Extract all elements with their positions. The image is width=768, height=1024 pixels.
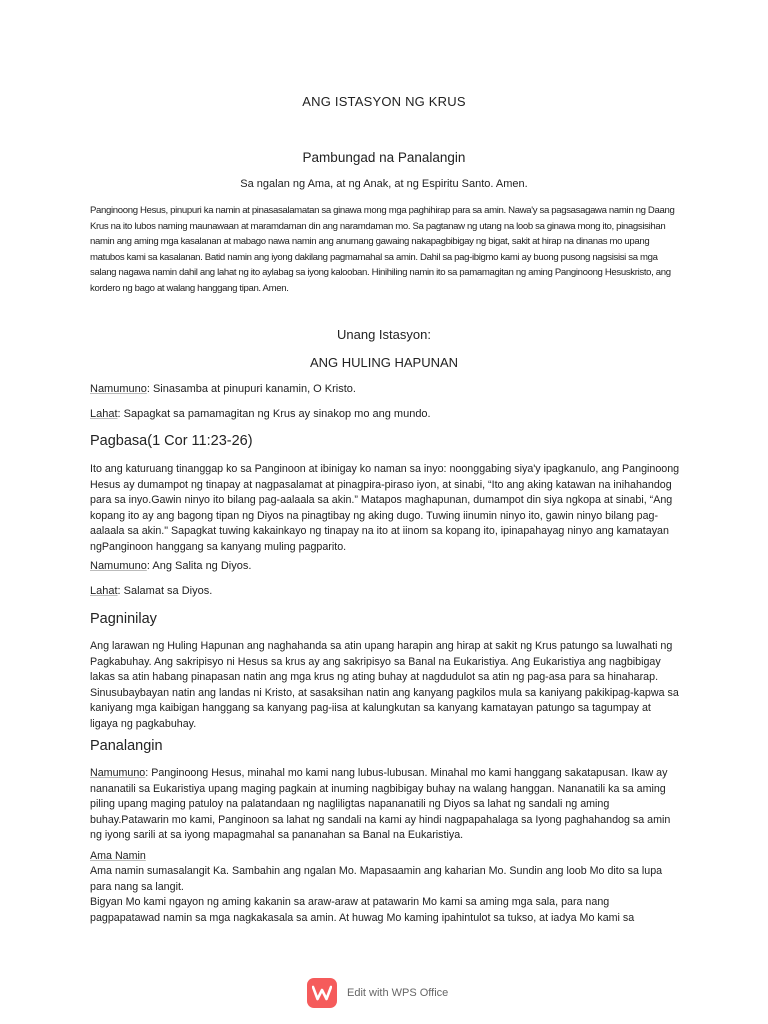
- namumuno-label: Namumuno: [90, 767, 146, 779]
- ama-namin-line-2: Bigyan Mo kami ngayon ng aming kakanin sa araw-araw at patawarin Mo kami sa aming mga sala, para nang pagpapatawad namin sa mga nagkakasala sa amin. At huwag Mo kaming ipahintulot sa tukso, at iadya Mo kami sa: [90, 896, 635, 924]
- responsory-all-2-text: : Salamat sa Diyos.: [117, 585, 213, 597]
- responsory-leader-1: [90, 383, 678, 395]
- ama-namin-heading: Ama Namin: [90, 850, 146, 862]
- responsory-all-1: [90, 408, 678, 420]
- namumuno-label: Namumuno: [90, 560, 147, 572]
- pagninilay-heading: Pagninilay: [90, 611, 157, 627]
- intro-paragraph: Panginoong Hesus, pinupuri ka namin at pinasasalamatan sa ginawa mong mga paghihirap para sa amin. Nawa'y sa pagsasagawa namin ng Daang Krus na ito lubos naming maunawaan at maramdaman din ang naramdaman mo. Sa pagtanaw ng utang na loob sa ginawa mong ito, pinagsisihan namin ang aming mga kasalanan at mabago nawa namin ang anumang gawaing nakapagbibigay ng bigat, sakit at hirap na dinanas mo upang matubos kami sa kasalanan. Batid namin ang iyong dakilang pagmamahal sa amin. Dahil sa pag-ibigmo kami ay buong pusong nagsisisi sa mga salang nagawa namin dahil ang lahat ng ito aylabag sa iyong kalooban. Hinihiling namin ito sa pamamagitan ng aming Panginoong Hesuskristo, ang kordero ng bago at walang hanggang tipan. Amen.: [90, 205, 675, 294]
- wps-w-glyph-icon: [312, 985, 332, 1001]
- responsory-leader-2-text: : Ang Salita ng Diyos.: [146, 560, 252, 572]
- station-heading: Unang Istasyon:: [337, 327, 431, 342]
- document-title: ANG ISTASYON NG KRUS: [302, 94, 466, 109]
- panalangin-text: [90, 766, 680, 844]
- pagbasa-text: Ito ang katuruang tinanggap ko sa Panginoon at ibinigay ko naman sa inyo: noonggabing siya'y ipagkanulo, ang Panginoong Hesus ay dumampot ng tinapay at nagpasalamat at pinagpira-piraso iyon, at sinabi, “Ito ang aking katawan na inihahandog para sa inyo.Gawin ninyo ito bilang pag-aalaala sa akin.” Matapos maghapunan, dumampot din siya ngkopa at sinabi, “Ang kopang ito ay ang bagong tipan ng Diyos na pinagtibay ng aking dugo. Tuwing iinumin ninyo ito, gawin ninyo bilang pag-aalaala sa akin." Sapagkat tuwing kakainkayo ng tinapay na ito at iinom sa kopang ito, ipinapahayag ninyo ang kamatayan ngPanginoon hanggang sa kanyang muling pagparito.: [90, 463, 680, 553]
- pagninilay-text: Ang larawan ng Huling Hapunan ang naghahanda sa atin upang harapin ang hirap at sakit ng Krus patungo sa luwalhati ng Pagkabuhay. Ang sakripisyo ni Hesus sa krus ay ang sakripisyo sa Banal na Eukaristiya. Ang Eukaristiya ang nagbibigay lakas sa atin habang pinapasan natin ang mga krus ng ating buhay at nagdudulot sa atin ng pag-asa para sa hinaharap. Sinusubaybayan natin ang landas ni Kristo, at sasaksihan natin ang kanyang pagkilos mula sa kaniyang pakikipag-kapwa sa kaniyang mga kaibigan hanggang sa kanyang pag-iisa at kalungkutan sa kanyang kamatayan patungo sa tagumpay at ligaya ng pagkabuhay.: [90, 640, 679, 730]
- lahat-label: Lahat: [90, 408, 118, 420]
- wps-edit-label[interactable]: Edit with WPS Office: [347, 987, 449, 999]
- wps-edit-banner[interactable]: [307, 976, 448, 1010]
- ama-namin-line-1: Ama namin sumasalangit Ka. Sambahin ang ngalan Mo. Mapasaamin ang kaharian Mo. Sundin ang loob Mo dito sa lupa para nang sa langit.: [90, 865, 663, 893]
- wps-logo-icon: [307, 978, 337, 1008]
- pambungad-heading: Pambungad na Panalangin: [302, 150, 466, 165]
- namumuno-label: Namumuno: [90, 383, 147, 395]
- station-title: ANG HULING HAPUNAN: [309, 355, 459, 370]
- invocation-text: Sa ngalan ng Ama, at ng Anak, at ng Espiritu Santo. Amen.: [240, 178, 528, 190]
- responsory-leader-2: [90, 560, 678, 572]
- lahat-label: Lahat: [90, 585, 118, 597]
- pagbasa-heading: Pagbasa(1 Cor 11:23-26): [90, 433, 253, 449]
- responsory-all-1-text: : Sapagkat sa pamamagitan ng Krus ay sinakop mo ang mundo.: [117, 408, 431, 420]
- responsory-leader-1-text: : Sinasamba at pinupuri kanamin, O Kristo.: [146, 383, 356, 395]
- panalangin-body: : Panginoong Hesus, minahal mo kami nang lubus-lubusan. Minahal mo kami hanggang sakatapusan. Ikaw ay nananatili sa Eukaristiya upang maging pagkain at inuming nagbibigay buhay na walang hanggan. Nananatili ka sa aming piling upang maging patuloy na palatandaan ng nagliligtas napananatili ng Diyos sa lahat ng sandali ng aming buhay.Patawarin mo kami, Panginoon sa lahat ng sandali na kami ay hindi nagpapahalaga sa Iyong paghahandog sa amin ng iyong sarili at sa iyong mapagmahal sa pananahan sa Banal na Eukaristiya.: [90, 767, 671, 842]
- responsory-all-2: [90, 585, 678, 597]
- panalangin-heading: Panalangin: [90, 738, 163, 754]
